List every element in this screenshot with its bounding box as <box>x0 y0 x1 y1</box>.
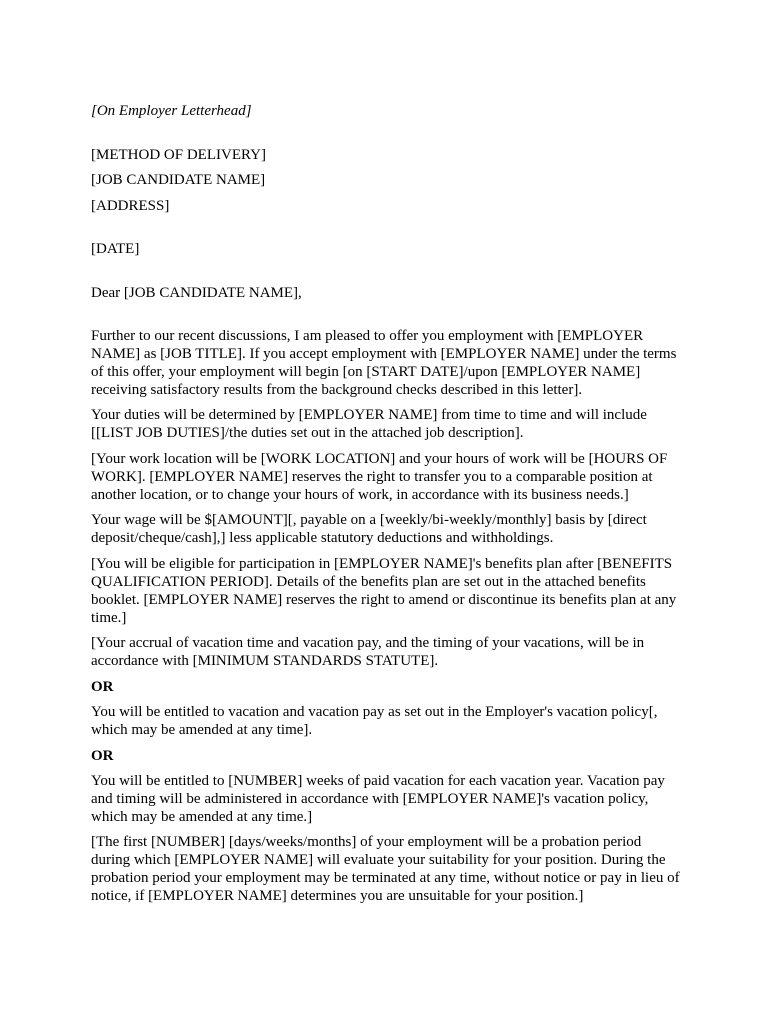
work-location-paragraph: [Your work location will be [WORK LOCATION] and your hours of work will be [HOURS OF WORK]. [EMPLOYER NAME] reserves the right to transfer you to a comparable position at another location, or to change your hours of work, in accordance with its business needs.] <box>91 451 668 503</box>
vacation-weeks-paragraph: You will be entitled to [NUMBER] weeks of paid vacation for each vacation year. Vacation pay and timing will be administered in accordance with [EMPLOYER NAME]'s vacation policy, which may be amended at any time.] <box>91 773 665 825</box>
duties-paragraph: Your duties will be determined by [EMPLOYER NAME] from time to time and will include [[LIST JOB DUTIES]/the duties set out in the attached job description]. <box>91 407 647 441</box>
vacation-policy-paragraph: You will be entitled to vacation and vacation pay as set out in the Employer's vacation policy[, which may be amended at any time]. <box>91 704 658 738</box>
probation-paragraph: [The first [NUMBER] [days/weeks/months] of your employment will be a probation period during which [EMPLOYER NAME] will evaluate your suitability for your position. During the probation period your employment may be terminated at any time, without notice or pay in lieu of notice, if [EMPLOYER NAME] determines you are unsuitable for your position.] <box>91 834 680 904</box>
vacation-statute-paragraph: [Your accrual of vacation time and vacation pay, and the timing of your vacations, will be in accordance with [MINIMUM STANDARDS STATUTE]. <box>91 635 645 669</box>
wage-paragraph: Your wage will be $[AMOUNT][, payable on a [weekly/bi-weekly/monthly] basis by [direct deposit/cheque/cash],] less applicable statutory deductions and withholdings. <box>91 512 647 546</box>
or-separator: OR <box>91 679 114 695</box>
candidate-name-field: [JOB CANDIDATE NAME] <box>91 172 266 188</box>
letterhead-note: [On Employer Letterhead] <box>91 103 252 119</box>
date-field: [DATE] <box>91 241 140 257</box>
benefits-paragraph: [You will be eligible for participation in [EMPLOYER NAME]'s benefits plan after [BENEFITS QUALIFICATION PERIOD]. Details of the benefits plan are set out in the attached benefits booklet. [EMPLOYER NAME] reserves the right to amend or discontinue its benefits plan at any time.] <box>91 556 677 626</box>
address-field: [ADDRESS] <box>91 198 170 214</box>
or-separator: OR <box>91 748 114 764</box>
method-of-delivery: [METHOD OF DELIVERY] <box>91 147 266 163</box>
salutation: Dear [JOB CANDIDATE NAME], <box>91 285 302 301</box>
offer-paragraph: Further to our recent discussions, I am pleased to offer you employment with [EMPLOYER NAME] as [JOB TITLE]. If you accept employment with [EMPLOYER NAME] under the terms of this offer, your employment will begin [on [START DATE]/upon [EMPLOYER NAME] receiving satisfactory results from the background checks described in this letter]. <box>91 328 677 398</box>
